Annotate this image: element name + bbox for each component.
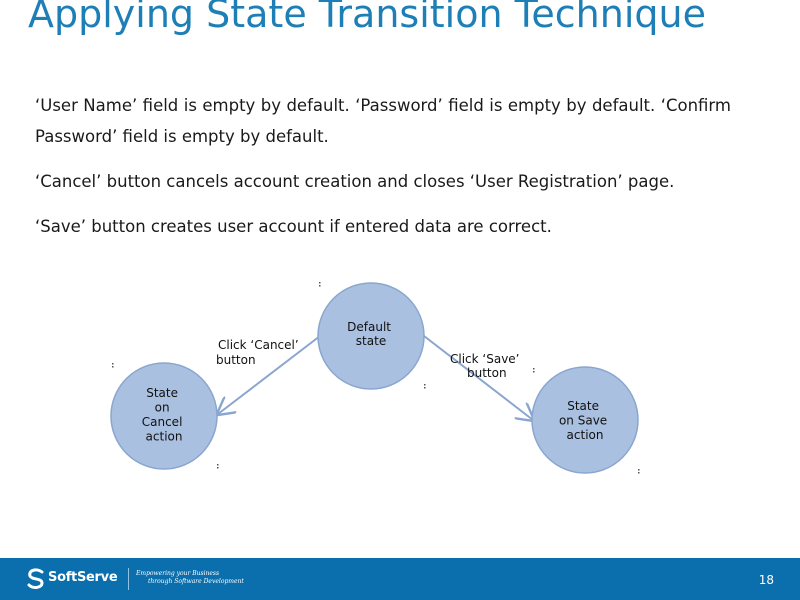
paragraph-default-fields: ‘User Name’ field is empty by default. ‘Password’ field is empty by default. ‘Confirm Password’ field is empty by default. <box>35 96 731 146</box>
node-save-line-1: State <box>567 399 599 413</box>
paragraph-cancel-button: ‘Cancel’ button cancels account creation and closes ‘User Registration’ page. <box>35 172 675 191</box>
svg-text:State on Cancel <box>142 386 186 444</box>
footer-divider <box>128 568 129 590</box>
node-save-state <box>532 367 638 473</box>
edge-label-cancel: Click ‘Cancel’ button <box>216 338 299 367</box>
slide-title: Applying State Transition Technique <box>28 0 706 36</box>
footer-bar <box>0 558 800 600</box>
page-number: 18 <box>758 573 774 587</box>
node-save-line-3: action <box>566 428 604 442</box>
node-cancel-line-1: State <box>146 386 178 400</box>
node-cancel-line-2: on <box>154 400 170 415</box>
softserve-logo-icon <box>25 567 47 591</box>
node-cancel-line-4: action <box>145 429 183 444</box>
node-default-line-1: Default <box>347 320 392 334</box>
paragraph-save-button: ‘Save’ button creates user account if entered data are correct. <box>35 217 552 236</box>
node-save-line-2: on Save <box>558 413 608 428</box>
node-cancel-line-3: Cancel <box>141 415 183 429</box>
tagline-line-2: through Software Development <box>148 578 244 585</box>
brand-name: SoftServe <box>48 570 118 585</box>
slide-body <box>35 90 731 256</box>
node-default-line-2: state <box>355 334 387 348</box>
state-transition-diagram <box>0 270 800 500</box>
edge-label-save: Click ‘Save’ button <box>450 352 520 380</box>
brand-tagline <box>136 570 246 586</box>
node-default-state <box>318 283 424 389</box>
tagline-line-1: Empowering your Business <box>136 570 220 577</box>
node-cancel-state <box>111 363 217 469</box>
